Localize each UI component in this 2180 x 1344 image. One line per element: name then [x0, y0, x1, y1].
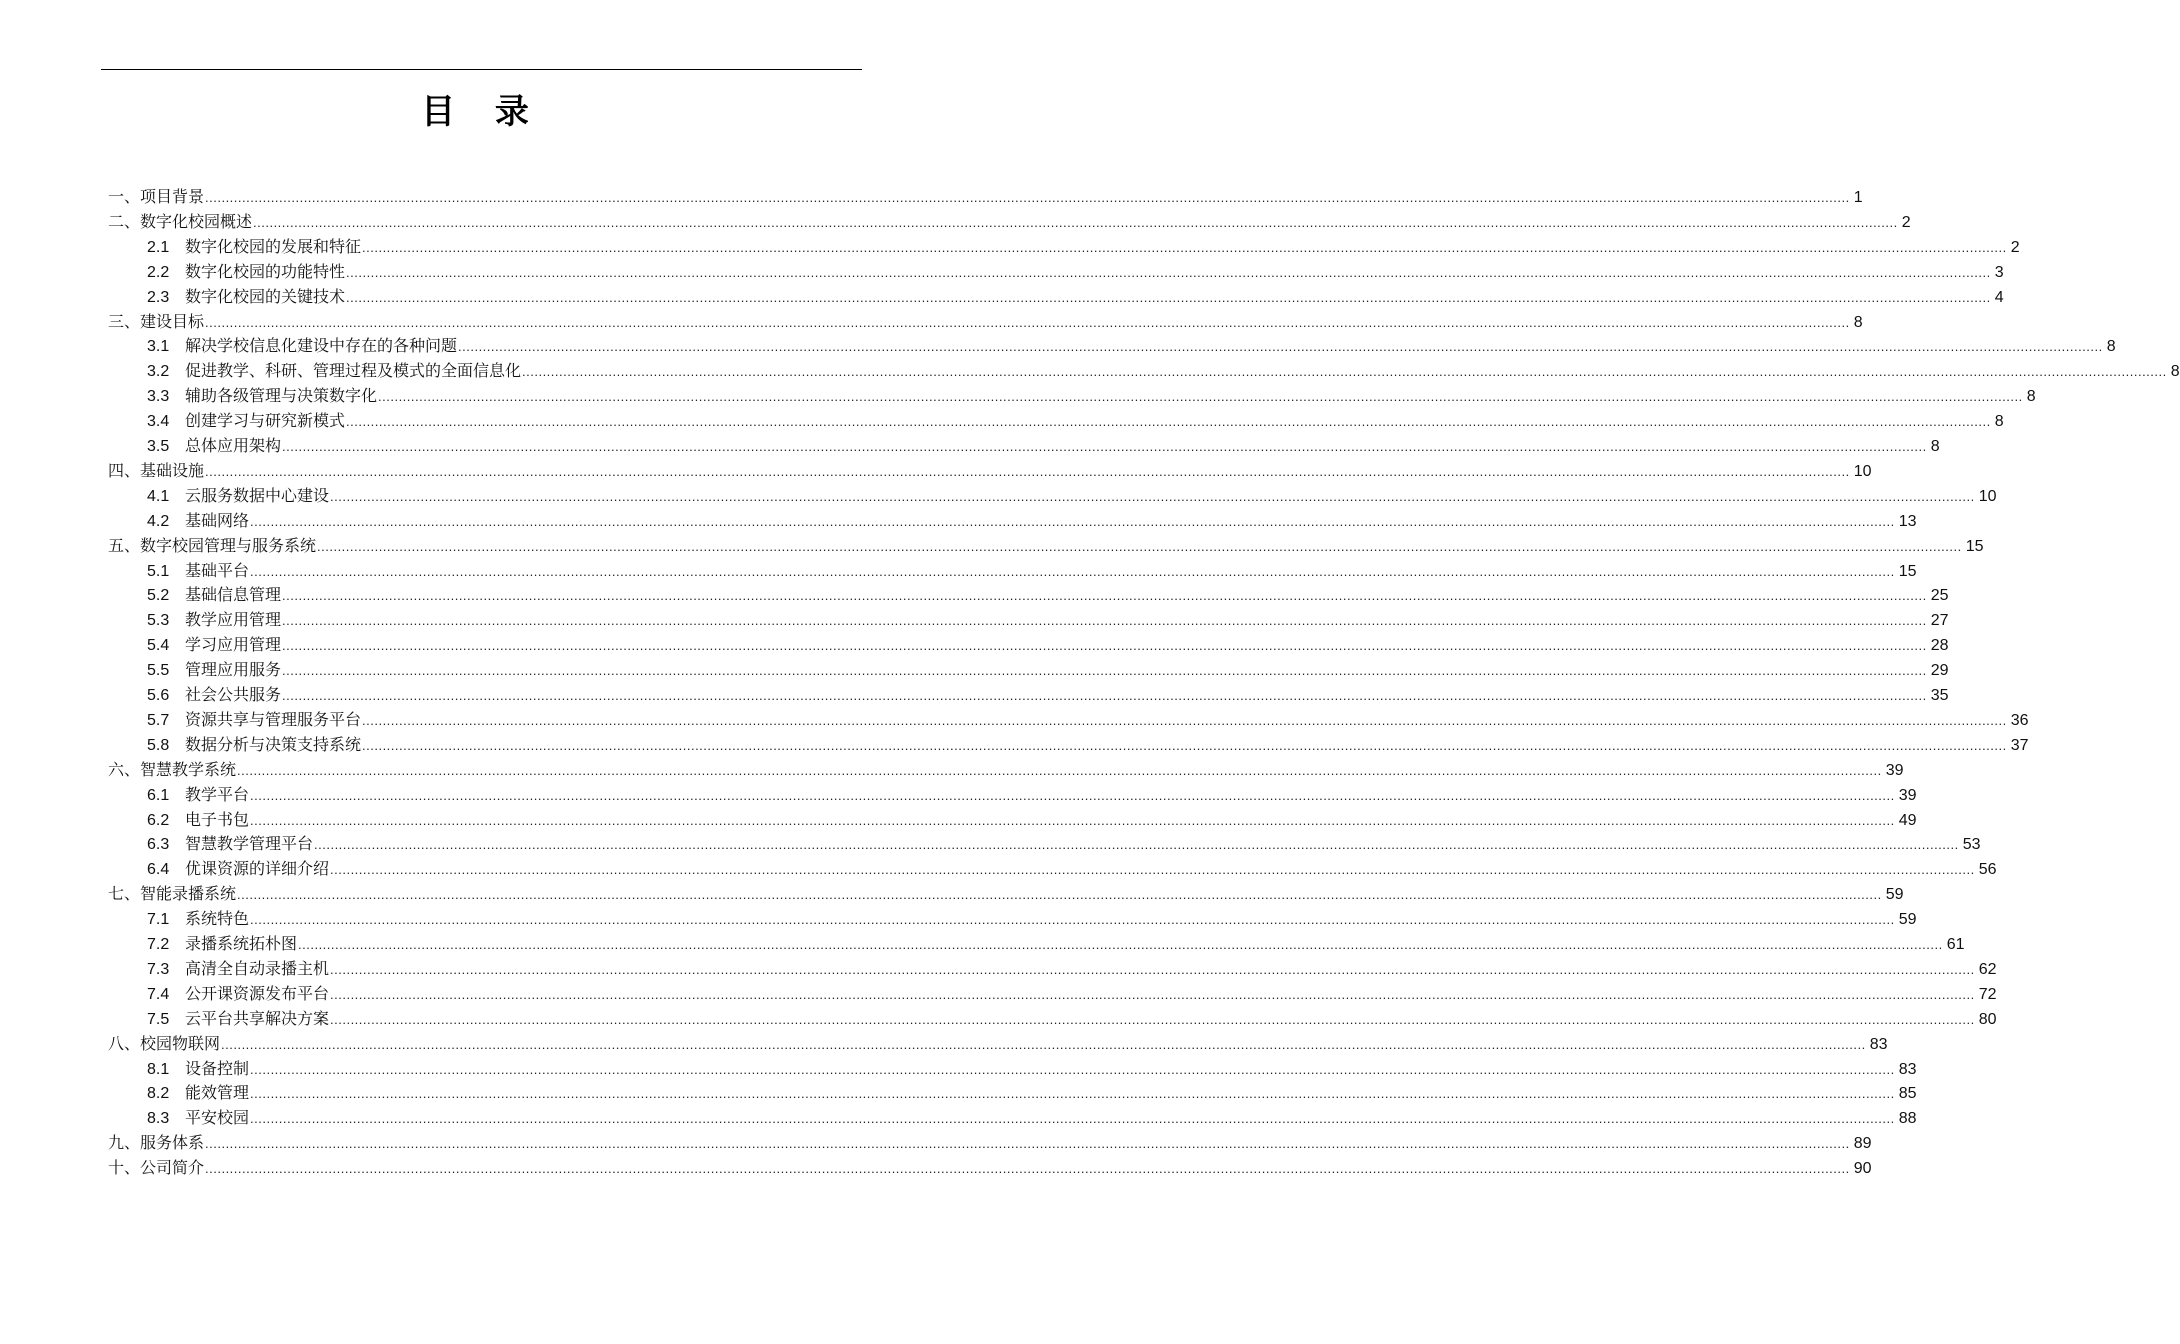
toc-section-entry[interactable] — [147, 682, 1949, 707]
toc-page-number: 88 — [1898, 1110, 1917, 1128]
toc-section-number: 2.3 — [147, 288, 170, 306]
toc-section-number: 8.2 — [147, 1085, 170, 1103]
toc-section-entry[interactable] — [147, 1105, 1917, 1130]
toc-section-entry[interactable] — [147, 333, 2116, 358]
toc-entry-title: 辅助各级管理与决策数字化 — [185, 386, 378, 406]
toc-entry-title: 录播系统拓朴图 — [185, 934, 298, 953]
toc-dot-leader: ................................................................................................................................................................................................................................................................................................................................................................................................................ — [205, 463, 1850, 479]
toc-entry-title: 优课资源的详细介绍 — [185, 859, 330, 879]
toc-section-number: 2.1 — [147, 238, 170, 256]
toc-chapter-entry[interactable] — [108, 1031, 1888, 1056]
toc-dot-leader: ................................................................................................................................................................................................................................................................................................................................................................................................................ — [250, 513, 1895, 529]
toc-page-number: 8 — [2026, 388, 2036, 406]
toc-section-entry[interactable] — [147, 856, 1997, 881]
toc-dot-leader: ................................................................................................................................................................................................................................................................................................................................................................................................................ — [237, 762, 1882, 778]
toc-entry-title: 七、智能录播系统 — [108, 884, 237, 904]
toc-dot-leader: ................................................................................................................................................................................................................................................................................................................................................................................................................ — [282, 688, 1927, 703]
toc-chapter-entry[interactable] — [108, 881, 1904, 906]
toc-section-number: 2.2 — [147, 263, 170, 281]
toc-section-entry[interactable] — [147, 1056, 1917, 1081]
toc-section-number: 5.2 — [147, 587, 170, 605]
toc-section-entry[interactable] — [147, 234, 2020, 259]
toc-dot-leader: ................................................................................................................................................................................................................................................................................................................................................................................................................ — [330, 488, 1975, 504]
toc-dot-leader: ................................................................................................................................................................................................................................................................................................................................................................................................................ — [362, 239, 2007, 255]
toc-section-number: 5.3 — [147, 612, 170, 630]
toc-entry-title: 九、服务体系 — [108, 1133, 205, 1153]
toc-entry-title: 智慧教学管理平台 — [185, 834, 314, 854]
toc-section-number: 5.7 — [147, 711, 170, 729]
toc-dot-leader: ................................................................................................................................................................................................................................................................................................................................................................................................................ — [250, 1111, 1895, 1127]
toc-section-number: 3.4 — [147, 413, 170, 431]
toc-section-number: 5.1 — [147, 562, 170, 580]
toc-page-number: 2 — [1901, 213, 1911, 231]
toc-section-entry[interactable] — [147, 732, 2029, 757]
toc-dot-leader: ................................................................................................................................................................................................................................................................................................................................................................................................................ — [250, 563, 1895, 579]
toc-section-number: 7.3 — [147, 960, 170, 978]
toc-section-number: 3.3 — [147, 388, 170, 406]
toc-entry-title: 资源共享与管理服务平台 — [185, 709, 362, 729]
toc-section-entry[interactable] — [147, 483, 1997, 508]
toc-dot-leader: ................................................................................................................................................................................................................................................................................................................................................................................................................ — [346, 264, 1991, 280]
toc-section-number: 7.4 — [147, 985, 170, 1003]
toc-section-number: 6.4 — [147, 861, 170, 879]
toc-entry-title: 二、数字化校园概述 — [108, 211, 253, 231]
toc-section-entry[interactable] — [147, 956, 1997, 981]
toc-section-number: 4.1 — [147, 487, 170, 505]
toc-page-number: 39 — [1898, 786, 1917, 804]
toc-section-number: 3.2 — [147, 363, 170, 381]
toc-page-number: 90 — [1853, 1160, 1872, 1178]
toc-entry-title: 一、项目背景 — [108, 187, 205, 206]
toc-dot-leader: ................................................................................................................................................................................................................................................................................................................................................................................................................ — [205, 1136, 1850, 1152]
toc-dot-leader: ................................................................................................................................................................................................................................................................................................................................................................................................................ — [221, 1036, 1866, 1052]
toc-entry-title: 教学平台 — [185, 784, 250, 804]
toc-section-entry[interactable] — [147, 931, 1965, 956]
toc-dot-leader: ................................................................................................................................................................................................................................................................................................................................................................................................................ — [282, 638, 1927, 654]
toc-page-number: 39 — [1885, 761, 1904, 779]
toc-page-number: 8 — [2106, 338, 2116, 356]
toc-dot-leader: ................................................................................................................................................................................................................................................................................................................................................................................................................ — [522, 364, 2167, 380]
toc-dot-leader: ................................................................................................................................................................................................................................................................................................................................................................................................................ — [205, 1161, 1850, 1177]
toc-section-number: 5.8 — [147, 736, 170, 754]
toc-dot-leader: ................................................................................................................................................................................................................................................................................................................................................................................................................ — [362, 712, 2007, 728]
toc-entry-title: 基础网络 — [185, 510, 250, 530]
toc-section-number: 6.1 — [147, 786, 170, 804]
toc-section-entry[interactable] — [147, 707, 2029, 732]
toc-section-entry[interactable] — [147, 981, 1997, 1006]
toc-page-number: 29 — [1930, 662, 1949, 680]
toc-page-number: 10 — [1853, 462, 1872, 480]
toc-section-entry[interactable] — [147, 433, 1940, 458]
toc-section-entry[interactable] — [147, 582, 1949, 607]
toc-entry-title: 设备控制 — [185, 1058, 250, 1078]
toc-section-entry[interactable] — [147, 408, 2004, 433]
toc-page-number: 25 — [1930, 587, 1949, 605]
toc-dot-leader: ................................................................................................................................................................................................................................................................................................................................................................................................................ — [205, 314, 1850, 330]
toc-page-number: 62 — [1978, 960, 1997, 978]
toc-dot-leader: ................................................................................................................................................................................................................................................................................................................................................................................................................ — [237, 887, 1882, 903]
toc-section-number: 3.5 — [147, 438, 170, 455]
toc-page-number: 83 — [1898, 1060, 1917, 1078]
toc-entry-title: 平安校园 — [185, 1108, 250, 1128]
toc-section-number: 8.1 — [147, 1060, 170, 1078]
toc-dot-leader: ................................................................................................................................................................................................................................................................................................................................................................................................................ — [458, 339, 2103, 355]
toc-dot-leader: ................................................................................................................................................................................................................................................................................................................................................................................................................ — [378, 389, 2023, 405]
toc-section-entry[interactable] — [147, 284, 2004, 309]
toc-dot-leader: ................................................................................................................................................................................................................................................................................................................................................................................................................ — [362, 737, 2007, 753]
toc-section-entry[interactable] — [147, 657, 1949, 682]
toc-section-entry[interactable] — [147, 383, 2036, 408]
toc-page-number: 56 — [1978, 861, 1997, 879]
toc-section-entry[interactable] — [147, 831, 1981, 856]
toc-section-entry[interactable] — [147, 607, 1949, 632]
toc-page-number: 85 — [1898, 1085, 1917, 1103]
toc-page-number: 61 — [1946, 936, 1965, 953]
toc-section-number: 4.2 — [147, 512, 170, 530]
toc-dot-leader: ................................................................................................................................................................................................................................................................................................................................................................................................................ — [282, 588, 1927, 604]
toc-entry-title: 十、公司简介 — [108, 1158, 205, 1178]
toc-dot-leader: ................................................................................................................................................................................................................................................................................................................................................................................................................ — [330, 862, 1975, 878]
toc-section-entry[interactable] — [147, 906, 1917, 931]
toc-section-number: 5.4 — [147, 637, 170, 655]
toc-dot-leader: ................................................................................................................................................................................................................................................................................................................................................................................................................ — [330, 961, 1975, 977]
toc-entry-title: 数字化校园的功能特性 — [185, 261, 346, 281]
toc-section-entry[interactable] — [147, 632, 1949, 657]
toc-dot-leader: ................................................................................................................................................................................................................................................................................................................................................................................................................ — [298, 937, 1943, 952]
toc-section-entry[interactable] — [147, 1006, 1997, 1031]
toc-dot-leader: ................................................................................................................................................................................................................................................................................................................................................................................................................ — [314, 837, 1959, 853]
toc-page-number: 59 — [1885, 886, 1904, 904]
toc-dot-leader: ................................................................................................................................................................................................................................................................................................................................................................................................................ — [282, 439, 1927, 454]
toc-page-number: 49 — [1898, 811, 1917, 829]
toc-entry-title: 数据分析与决策支持系统 — [185, 734, 362, 754]
toc-dot-leader: ................................................................................................................................................................................................................................................................................................................................................................................................................ — [250, 912, 1895, 928]
toc-entry-title: 创建学习与研究新模式 — [185, 411, 346, 431]
toc-section-number: 6.3 — [147, 836, 170, 854]
toc-section-entry[interactable] — [147, 358, 2180, 383]
toc-dot-leader: ................................................................................................................................................................................................................................................................................................................................................................................................................ — [330, 1011, 1975, 1027]
toc-page-number: 28 — [1930, 637, 1949, 655]
toc-chapter-entry[interactable] — [108, 309, 1863, 334]
toc-entry-title: 基础信息管理 — [185, 585, 282, 605]
toc-page-number: 15 — [1898, 562, 1917, 580]
toc-entry-title: 云平台共享解决方案 — [185, 1008, 330, 1028]
toc-section-entry[interactable] — [147, 1080, 1917, 1105]
toc-page-number: 89 — [1853, 1135, 1872, 1153]
toc-dot-leader: ................................................................................................................................................................................................................................................................................................................................................................................................................ — [250, 1086, 1895, 1102]
toc-chapter-entry[interactable] — [108, 458, 1872, 483]
toc-dot-leader: ................................................................................................................................................................................................................................................................................................................................................................................................................ — [250, 1061, 1895, 1077]
toc-dot-leader: ................................................................................................................................................................................................................................................................................................................................................................................................................ — [346, 414, 1991, 430]
toc-entry-title: 三、建设目标 — [108, 311, 205, 331]
toc-page-number: 72 — [1978, 985, 1997, 1003]
toc-section-number: 5.5 — [147, 662, 170, 680]
toc-section-entry[interactable] — [147, 558, 1917, 583]
toc-entry-title: 数字化校园的发展和特征 — [185, 236, 362, 256]
toc-dot-leader: ................................................................................................................................................................................................................................................................................................................................................................................................................ — [330, 986, 1975, 1002]
toc-page-number: 8 — [1994, 413, 2004, 431]
toc-page-number: 3 — [1994, 263, 2004, 281]
toc-section-number: 6.2 — [147, 811, 170, 829]
toc-dot-leader: ................................................................................................................................................................................................................................................................................................................................................................................................................ — [205, 190, 1850, 205]
toc-entry-title: 基础平台 — [185, 560, 250, 580]
toc-section-entry[interactable] — [147, 807, 1917, 832]
toc-page-number: 35 — [1930, 687, 1949, 704]
toc-chapter-entry[interactable] — [108, 757, 1904, 782]
toc-chapter-entry[interactable] — [108, 533, 1984, 558]
toc-entry-title: 云服务数据中心建设 — [185, 485, 330, 505]
toc-section-number: 8.3 — [147, 1110, 170, 1128]
toc-page-number: 37 — [2010, 736, 2029, 754]
toc-entry-title: 解决学校信息化建设中存在的各种问题 — [185, 336, 458, 356]
toc-entry-title: 公开课资源发布平台 — [185, 983, 330, 1003]
toc-dot-leader: ................................................................................................................................................................................................................................................................................................................................................................................................................ — [282, 663, 1927, 679]
toc-entry-title: 能效管理 — [185, 1083, 250, 1103]
toc-dot-leader: ................................................................................................................................................................................................................................................................................................................................................................................................................ — [253, 214, 1898, 230]
toc-dot-leader: ................................................................................................................................................................................................................................................................................................................................................................................................................ — [250, 787, 1895, 803]
toc-page-number: 13 — [1898, 512, 1917, 530]
toc-section-number: 5.6 — [147, 687, 170, 704]
toc-page-number: 59 — [1898, 911, 1917, 929]
toc-page-number: 83 — [1869, 1035, 1888, 1053]
toc-entry-title: 八、校园物联网 — [108, 1033, 221, 1053]
toc-entry-title: 四、基础设施 — [108, 460, 205, 480]
toc-entry-title: 社会公共服务 — [185, 685, 282, 704]
toc-page-number: 10 — [1978, 487, 1997, 505]
toc-section-number: 7.5 — [147, 1010, 170, 1028]
toc-page-number: 1 — [1853, 189, 1863, 206]
toc-dot-leader: ................................................................................................................................................................................................................................................................................................................................................................................................................ — [282, 613, 1927, 629]
toc-page-number: 8 — [1853, 313, 1863, 331]
header-rule — [101, 69, 862, 70]
toc-page-number: 36 — [2010, 711, 2029, 729]
toc-entry-title: 教学应用管理 — [185, 610, 282, 630]
toc-entry-title: 五、数字校园管理与服务系统 — [108, 535, 317, 555]
toc-entry-title: 管理应用服务 — [185, 660, 282, 680]
toc-section-number: 7.2 — [147, 936, 170, 953]
toc-dot-leader: ................................................................................................................................................................................................................................................................................................................................................................................................................ — [250, 812, 1895, 828]
toc-chapter-entry[interactable] — [108, 1130, 1872, 1155]
toc-page-number: 8 — [2170, 363, 2180, 381]
toc-entry-title: 高清全自动录播主机 — [185, 958, 330, 978]
toc-entry-title: 六、智慧教学系统 — [108, 759, 237, 779]
toc-page-number: 15 — [1965, 537, 1984, 555]
toc-entry-title: 学习应用管理 — [185, 635, 282, 655]
page-title: 目 录 — [421, 92, 543, 132]
toc-entry-title: 数字化校园的关键技术 — [185, 286, 346, 306]
toc-section-number: 3.1 — [147, 338, 170, 356]
toc-page-number: 53 — [1962, 836, 1981, 854]
toc-chapter-entry[interactable] — [108, 1155, 1872, 1180]
toc-page-number: 8 — [1930, 438, 1940, 455]
toc-page-number: 4 — [1994, 288, 2004, 306]
toc-chapter-entry[interactable] — [108, 184, 1863, 209]
toc-dot-leader: ................................................................................................................................................................................................................................................................................................................................................................................................................ — [346, 289, 1991, 305]
toc-page-number: 2 — [2010, 238, 2020, 256]
toc-page-number: 27 — [1930, 612, 1949, 630]
toc-section-number: 7.1 — [147, 911, 170, 929]
toc-entry-title: 促进教学、科研、管理过程及模式的全面信息化 — [185, 361, 522, 381]
toc-entry-title: 电子书包 — [185, 809, 250, 829]
toc-entry-title: 总体应用架构 — [185, 436, 282, 455]
toc-dot-leader: ................................................................................................................................................................................................................................................................................................................................................................................................................ — [317, 538, 1962, 554]
toc-section-entry[interactable] — [147, 782, 1917, 807]
toc-section-entry[interactable] — [147, 508, 1917, 533]
toc-section-entry[interactable] — [147, 259, 2004, 284]
toc-page-number: 80 — [1978, 1010, 1997, 1028]
toc-entry-title: 系统特色 — [185, 909, 250, 929]
toc-chapter-entry[interactable] — [108, 209, 1911, 234]
